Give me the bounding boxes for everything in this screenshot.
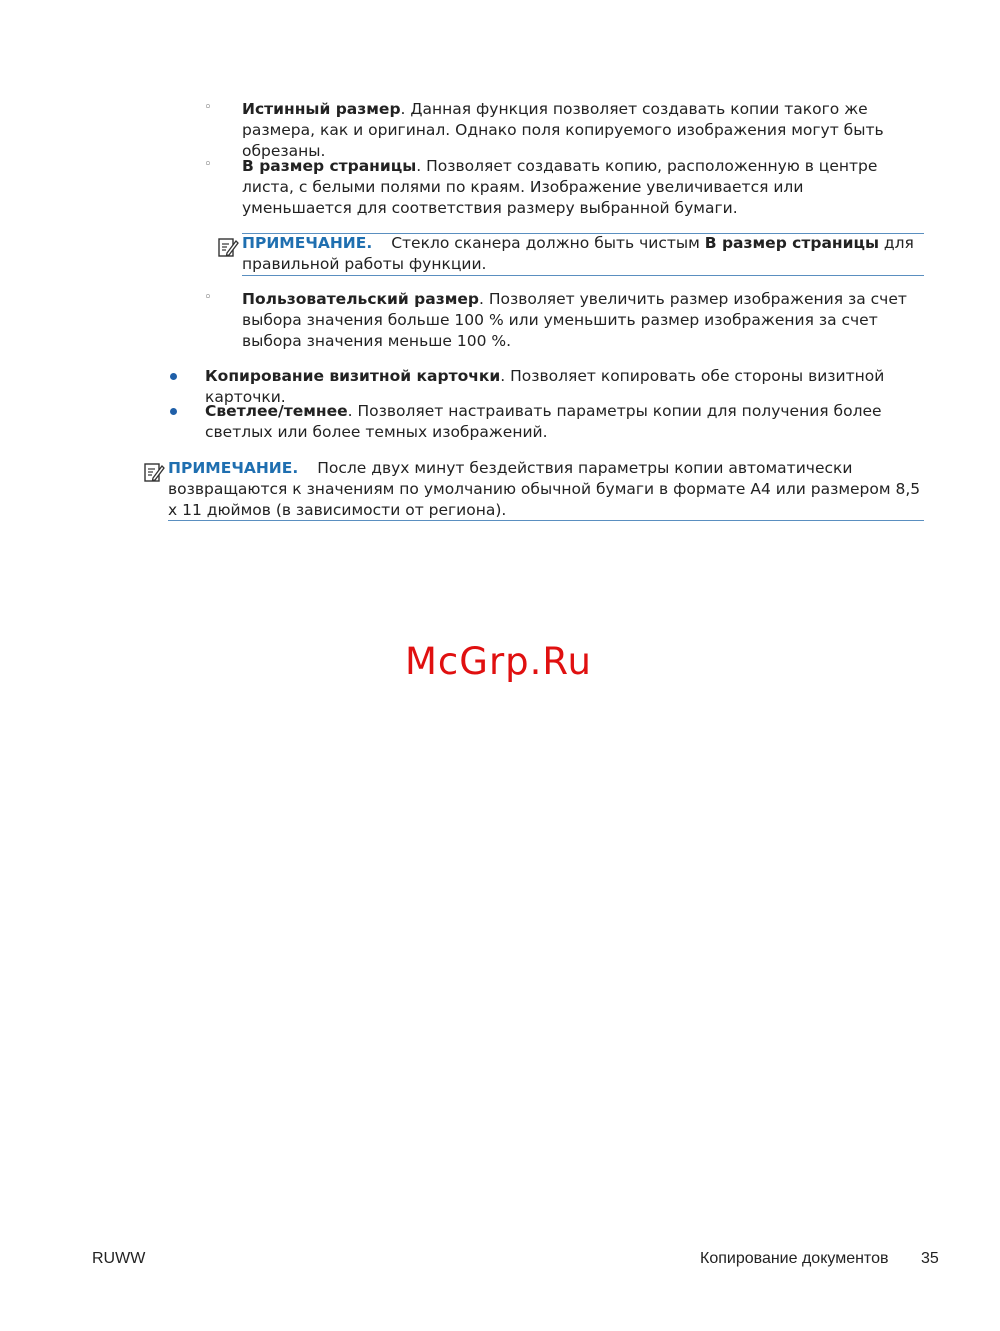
- bullet-marker: [170, 408, 177, 415]
- note-1-text-after: для правильной работы функции.: [242, 234, 914, 273]
- note-1-text-before: Стекло сканера должно быть чистым: [391, 234, 705, 252]
- note-1-term: В размер страницы: [704, 234, 879, 252]
- list-item-true-size: [242, 99, 932, 162]
- list-item-fit-page: [242, 156, 907, 219]
- note-bottom-rule: [242, 275, 924, 276]
- note-2: [168, 458, 926, 521]
- sub-bullet-marker: ◦: [204, 100, 212, 115]
- footer-left: RUWW: [92, 1250, 146, 1267]
- bullet-marker: [170, 373, 177, 380]
- watermark: McGrp.Ru: [405, 640, 592, 683]
- desc-business-card: . Позволяет копировать обе стороны визитной карточки.: [205, 367, 885, 406]
- note-pencil-icon: [217, 236, 239, 258]
- note-2-label: ПРИМЕЧАНИЕ.: [168, 459, 299, 477]
- note-1: [242, 233, 924, 275]
- sub-bullet-marker: ◦: [204, 157, 212, 172]
- term-lighter-darker: Светлее/темнее: [205, 402, 348, 420]
- footer-section-title: Копирование документов: [700, 1250, 889, 1267]
- note-bottom-rule: [168, 520, 924, 521]
- note-2-text: После двух минут бездействия параметры копии автоматически возвращаются к значениям по умолчанию обычной бумаги в формате A4 или размером 8,5 x 11 дюймов (в зависимости от региона).: [168, 459, 921, 519]
- note-pencil-icon: [143, 461, 165, 483]
- footer-page-number: 35: [921, 1250, 939, 1267]
- list-item-lighter-darker: [205, 401, 915, 443]
- term-custom-size: Пользовательский размер: [242, 290, 480, 308]
- desc-custom-size: . Позволяет увеличить размер изображения за счет выбора значения больше 100 % или уменьшить размер изображения за счет выбора значения меньше 100 %.: [242, 290, 907, 350]
- list-item-custom-size: [242, 289, 932, 352]
- desc-true-size: . Данная функция позволяет создавать копии такого же размера, как и оригинал. Однако поля копируемого изображения могут быть обрезаны.: [242, 100, 884, 160]
- desc-fit-page: . Позволяет создавать копию, расположенную в центре листа, с белыми полями по краям. Изображение увеличивается или уменьшается для соответствия размеру выбранной бумаги.: [242, 157, 878, 217]
- term-fit-page: В размер страницы: [242, 157, 417, 175]
- sub-bullet-marker: ◦: [204, 290, 212, 305]
- term-true-size: Истинный размер: [242, 100, 401, 118]
- note-1-label: ПРИМЕЧАНИЕ.: [242, 234, 373, 252]
- term-business-card: Копирование визитной карточки: [205, 367, 501, 385]
- desc-lighter-darker: . Позволяет настраивать параметры копии для получения более светлых или более темных изображений.: [205, 402, 882, 441]
